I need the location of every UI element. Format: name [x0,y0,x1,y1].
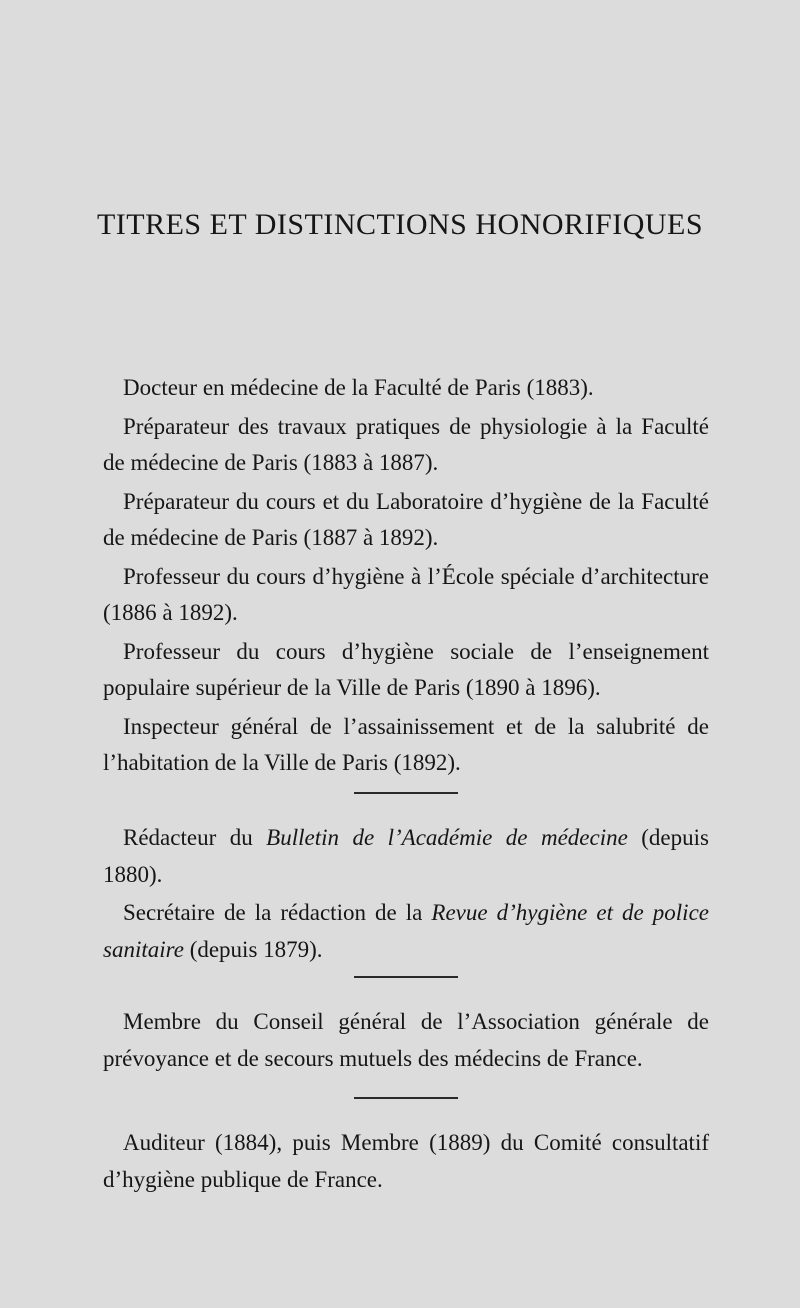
entry-committee-member: Auditeur (1884), puis Membre (1889) du Comité consultatif d’hygiène publique de France. [103,1130,709,1192]
entry-architecture-professor: Professeur du cours d’hygiène à l’École spéciale d’architecture (1886 à 1892). [103,563,709,625]
page-title: TITRES ET DISTINCTIONS HONORIFIQUES [96,208,704,241]
entry-revue-secretary [103,895,709,968]
entry-text: (depuis 1880). [103,825,709,887]
entry-doctorate: Docteur en médecine de la Faculté de Paris (1883). [123,375,594,400]
section-committee [103,1125,709,1200]
entry-text: (depuis 1879). [183,936,323,962]
section-divider [354,1097,458,1099]
entry-text: Rédacteur du [123,825,267,850]
entry-bulletin-editor [103,820,709,893]
entry-inspector-general: Inspecteur général de l’assainissement et de la salubrité de l’habitation de la Ville de Paris (1892). [103,713,709,775]
entry-hygiene-preparator: Préparateur du cours et du Laboratoire d’hygiène de la Faculté de médecine de Paris (1887 à 1892). [103,488,709,550]
section-divider [354,976,458,978]
entry-social-hygiene-professor: Professeur du cours d’hygiène sociale de l’enseignement populaire supérieur de la Ville de Paris (1890 à 1896). [103,638,709,700]
section-academic-positions [103,370,709,784]
section-divider [354,792,458,794]
entry-association-member: Membre du Conseil général de l’Association générale de prévoyance et de secours mutuels des médecins de France. [103,1009,709,1071]
entry-physiology-preparator: Préparateur des travaux pratiques de physiologie à la Faculté de médecine de Paris (1883 à 1887). [103,413,709,475]
journal-title: Bulletin de l’Académie de médecine [266,825,628,850]
section-association [103,1004,709,1079]
journal-title: Revue d’hygiène et de police sanitaire [103,900,709,962]
section-editorial [103,820,709,970]
entry-text: Secrétaire de la rédaction de la [123,900,432,925]
